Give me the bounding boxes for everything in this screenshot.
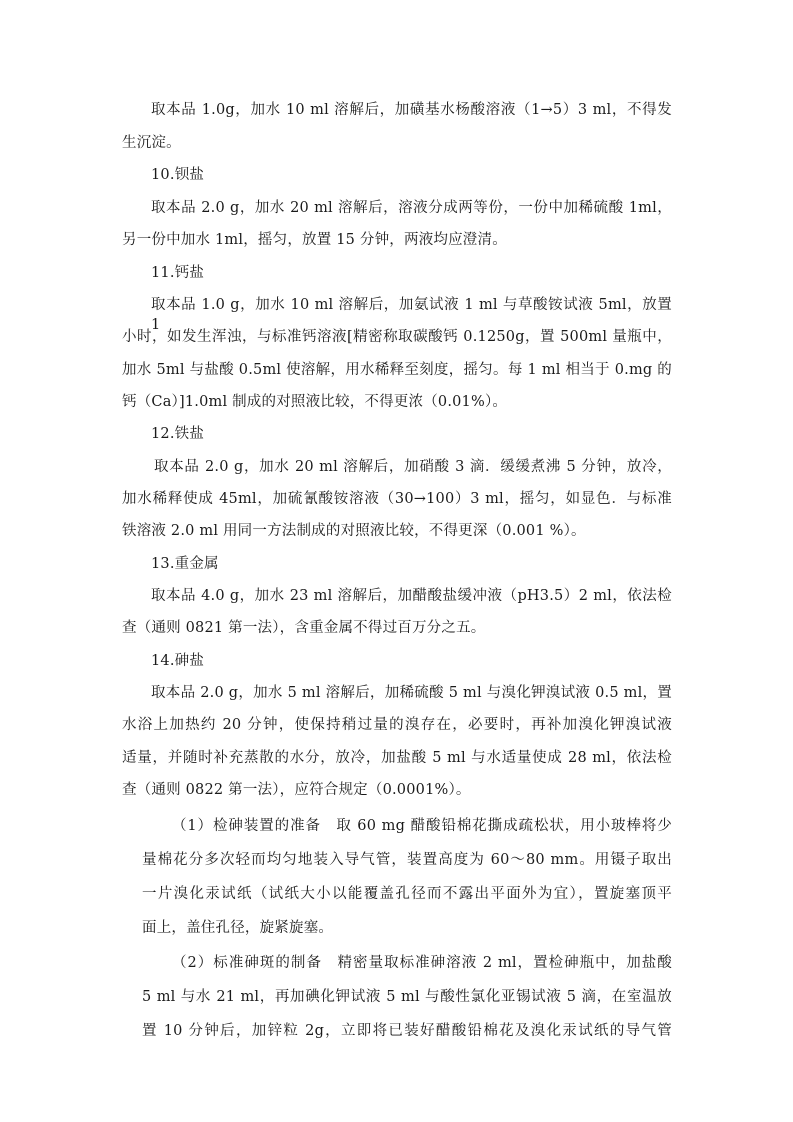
section-heading: 11.钙盐 [151, 265, 205, 281]
paragraph-line: 量棉花分多次轻而均匀地装入导气管，装置高度为 60～80 mm。用镊子取出 [142, 852, 672, 868]
paragraph-line: 钙（Ca）]1.0ml 制成的对照液比较，不得更浓（0.01%）。 [122, 394, 508, 410]
paragraph-line: 加水 5ml 与盐酸 0.5ml 使溶解，用水稀释至刻度，摇匀。每 1 ml 相当于 0.mg 的 [122, 362, 672, 378]
section-heading: 13.重金属 [151, 556, 219, 572]
paragraph-line: 适量，并随时补充蒸散的水分，放冷，加盐酸 5 ml 与水适量使成 28 ml，依法检 [122, 750, 672, 766]
paragraph-line: 水浴上加热约 20 分钟，使保持稍过量的溴存在，必要时，再补加溴化钾溴试液 [122, 717, 672, 733]
paragraph-line: 小时，如发生浑浊，与标准钙溶液[精密称取碳酸钙 0.1250g，置 500ml 量瓶中， [122, 329, 672, 345]
paragraph-line: 5 ml 与水 21 ml，再加碘化钾试液 5 ml 与酸性氯化亚锡试液 5 滴，在室温放 [142, 989, 672, 1005]
paragraph-line: 置 10 分钟后，加锌粒 2g，立即将已装好醋酸铅棉花及溴化汞试纸的导气管 [142, 1023, 672, 1039]
paragraph-line: 另一份中加水 1ml，摇匀，放置 15 分钟，两液均应澄清。 [122, 232, 507, 248]
paragraph-line: 加水稀释使成 45ml，加硫氰酸铵溶液（30→100）3 ml，摇匀，如显色．与标准 [122, 491, 672, 507]
paragraph-line: 查（通则 0822 第一法），应符合规定（0.0001%）。 [122, 782, 471, 798]
section-heading: 12.铁盐 [151, 426, 205, 442]
paragraph-line: 取本品 2.0 g，加水 20 ml 溶解后，溶液分成两等份，一份中加稀硫酸 1ml， [151, 200, 672, 216]
paragraph-line: 面上，盖住孔径，旋紧旋塞。 [142, 920, 334, 936]
paragraph-line: 取本品 1.0g，加水 10 ml 溶解后，加磺基水杨酸溶液（1→5）3 ml，不得发 [151, 102, 672, 118]
paragraph-line: 取本品 2.0 g，加水 20 ml 溶解后，加硝酸 3 滴．缓缓煮沸 5 分钟，放冷， [154, 459, 672, 475]
paragraph-line: 取本品 2.0 g，加水 5 ml 溶解后，加稀硫酸 5 ml 与溴化钾溴试液 0.5 ml，置 [151, 685, 672, 701]
paragraph-line: （1）检砷装置的准备 取 60 mg 醋酸铅棉花撕成疏松状，用小玻棒将少 [172, 818, 672, 834]
paragraph-line: 生沉淀。 [122, 135, 181, 151]
section-heading: 10.钡盐 [151, 167, 205, 183]
paragraph-line: （2）标准砷斑的制备 精密量取标准砷溶液 2 ml，置检砷瓶中，加盐酸 [172, 955, 672, 971]
paragraph-line: 取本品 1.0 g，加水 10 ml 溶解后，加氨试液 1 ml 与草酸铵试液 5ml，放置 1 [151, 297, 672, 333]
paragraph-line: 取本品 4.0 g，加水 23 ml 溶解后，加醋酸盐缓冲液（pH3.5）2 ml，依法检 [151, 588, 672, 604]
paragraph-line: 一片溴化汞试纸（试纸大小以能覆盖孔径而不露出平面外为宜），置旋塞顶平 [142, 886, 672, 902]
paragraph-line: 查（通则 0821 第一法），含重金属不得过百万分之五。 [122, 620, 486, 636]
section-heading: 14.砷盐 [151, 653, 205, 669]
paragraph-line: 铁溶液 2.0 ml 用同一方法制成的对照液比较，不得更深（0.001 %）。 [122, 523, 586, 539]
